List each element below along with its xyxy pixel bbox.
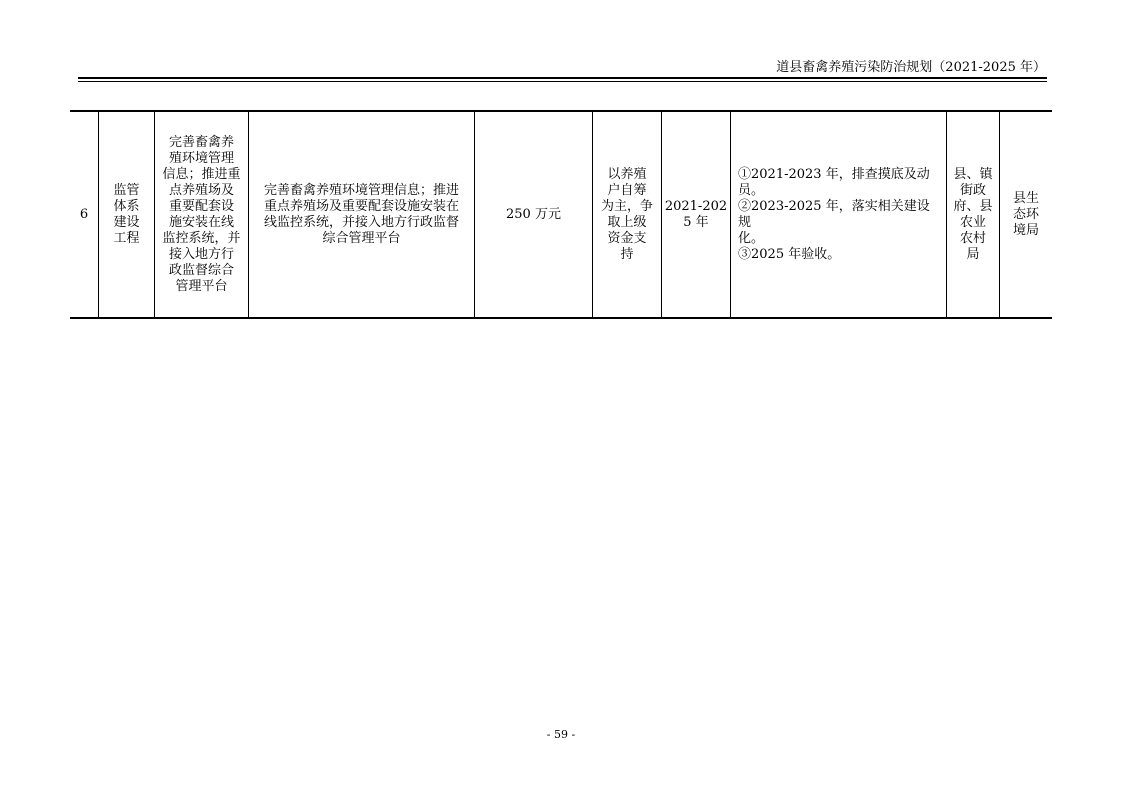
table-cell-content-full: 完善畜禽养殖环境管理信息；推进 重点养殖场及重要配套设施安装在 线监控系统，并接入地方行政监督 综合管理平台 — [263, 182, 459, 246]
plan-table — [70, 110, 1052, 320]
table-bottom-border — [70, 317, 1052, 319]
table-cell-lead: 县生 态环 境局 — [1012, 190, 1039, 238]
document-header-title: 道县畜禽养殖污染防治规划（2021-2025 年） — [776, 60, 1046, 75]
header-rule-thin — [78, 81, 1047, 82]
page-number: - 59 - — [546, 728, 576, 741]
table-cell-responsible: 县、镇 街政 府、县 农业 农村 局 — [953, 166, 993, 262]
header-rule-thick — [78, 77, 1047, 79]
table-row-index: 6 — [79, 206, 89, 222]
table-cell-content-short: 完善畜禽养 殖环境管理 信息；推进重 点养殖场及 重要配套设 施安装在线 监控系统，并 接入地方行 政监督综合 管理平台 — [162, 134, 241, 294]
table-cell-period: 2021-202 5 年 — [664, 198, 728, 230]
table-cell-schedule: ①2021-2023 年，排查摸底及动 员。 ②2023-2025 年，落实相关建设规 化。 ③2025 年验收。 — [738, 166, 930, 262]
table-cell-project: 监管 体系 建设 工程 — [113, 182, 140, 246]
table-cell-investment: 250 万元 — [506, 206, 561, 222]
table-cell-funding: 以养殖 户自筹 为主，争 取上级 资金支 持 — [600, 166, 653, 262]
